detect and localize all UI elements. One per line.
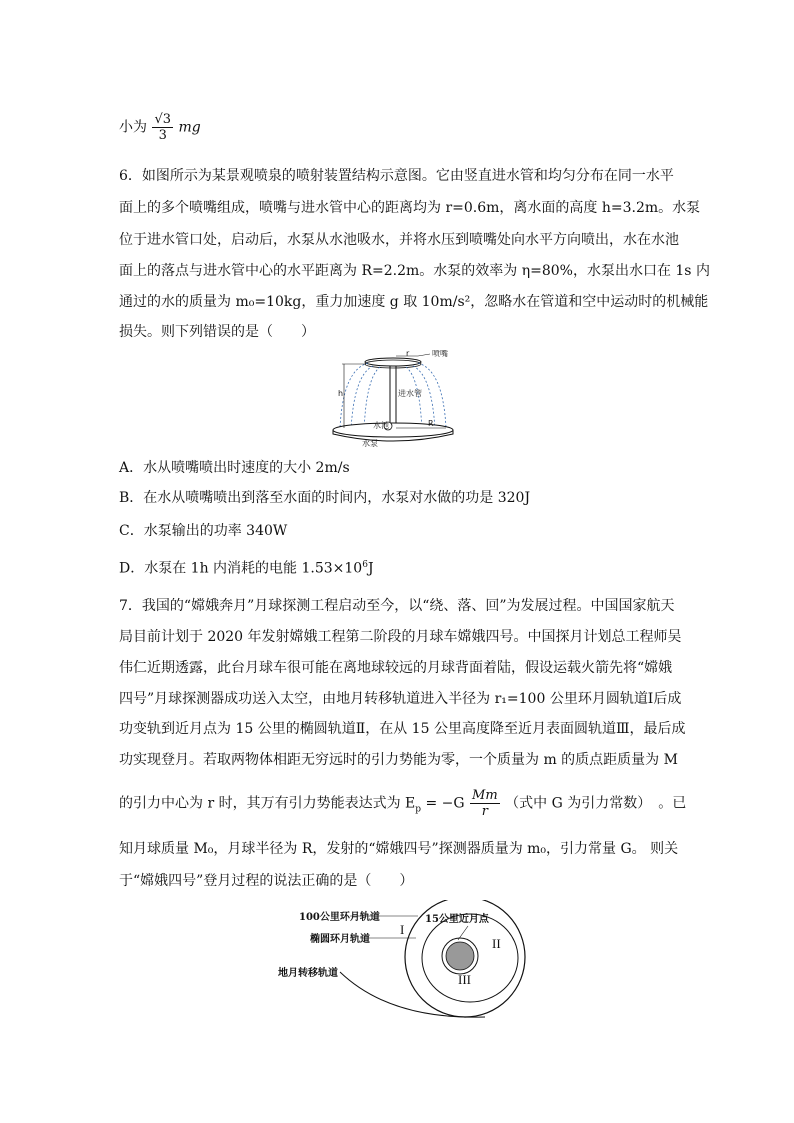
q7-line-5: 功变轨到近月点为 15 公里的椭圆轨道Ⅱ，在从 15 公里高度降至近月表面圆轨道Ⅲ，最后成	[119, 721, 686, 737]
option-d-text: D．水泵在 1h 内消耗的电能 1.53×10	[119, 560, 363, 577]
formula-numerator: Mm	[472, 788, 498, 803]
top-fragment	[119, 112, 201, 143]
q6-option-d	[119, 555, 374, 579]
fraction-numerator: √3	[154, 112, 172, 127]
q7-line-4: 四号”月球探测器成功送入太空，由地月转移轨道进入半径为 r₁=100 公里环月圆轨道Ⅰ后成	[119, 691, 682, 707]
label-r: r	[406, 350, 410, 358]
fragment-prefix: 小为	[119, 119, 147, 136]
q6-line-6: 损失。则下列错误的是（ ）	[119, 324, 315, 340]
label-near15: 15公里近月点	[425, 914, 489, 925]
label-pool: 水池	[373, 421, 389, 430]
label-orbit-II: II	[492, 936, 501, 951]
q6-line-3: 位于进水管口处，启动后，水泵从水池吸水，并将水压到喷嘴处向水平方向喷出，水在水池	[119, 232, 679, 248]
formula-denominator: r	[481, 804, 488, 819]
label-nozzle: 喷嘴	[432, 350, 448, 358]
q7-line-6: 功实现登月。若取两物体相距无穷远时的引力势能为零，一个质量为 m 的质点距质量为 M	[119, 752, 678, 768]
label-h: h	[338, 389, 344, 398]
label-R: R	[428, 419, 434, 428]
formula-prefix: 的引力中心为 r 时，其万有引力势能表达式为 E	[119, 795, 416, 812]
q7-formula-line	[119, 788, 686, 819]
q7-line-3: 伟仁近期透露，此台月球车很可能在离地球较远的月球背面着陆，假设运载火箭先将“嫦娥	[119, 660, 673, 676]
q6-option-c: C．水泵输出的功率 340W	[119, 523, 288, 539]
label-pipe: 进水管	[398, 389, 422, 398]
formula-eq: = −G	[421, 795, 465, 812]
fraction	[152, 112, 173, 143]
q6-line-5: 通过的水的质量为 m₀=10kg，重力加速度 g 取 10m/s²，忽略水在管道和空中运动时的机械能	[119, 294, 709, 310]
q6-option-a: A．水从喷嘴喷出时速度的大小 2m/s	[119, 460, 350, 476]
fraction-denominator: 3	[158, 128, 167, 143]
q7-line-8: 于“嫦娥四号”登月过程的说法正确的是（ ）	[119, 873, 414, 889]
label-transfer: 地月转移轨道	[278, 968, 338, 979]
formula-fraction	[470, 788, 500, 819]
q6-line-2: 面上的多个喷嘴组成，喷嘴与进水管中心的距离均为 r=0.6m，离水面的高度 h=3.2m。水泵	[119, 200, 701, 216]
q7-line-7: 知月球质量 M₀，月球半径为 R，发射的“嫦娥四号”探测器质量为 m₀，引力常量 G。 则关	[119, 841, 679, 857]
fragment-suffix: mg	[178, 119, 201, 136]
label-ellipse: 椭圆环月轨道	[310, 934, 370, 945]
label-pump: 水泵	[362, 439, 378, 448]
q6-line-4: 面上的落点与进水管中心的水平距离为 R=2.2m。水泵的效率为 η=80%，水泵出水口在 1s 内	[119, 263, 710, 279]
label-orbit-III: III	[458, 972, 471, 987]
q6-line-1: 6．如图所示为某景观喷泉的喷射装置结构示意图。它由竖直进水管和均匀分布在同一水平	[119, 168, 674, 184]
label-orbit100: 100公里环月轨道	[299, 912, 380, 923]
formula-suffix: （式中 G 为引力常数） 。已	[505, 795, 687, 812]
q7-line-2: 局目前计划于 2020 年发射嫦娥工程第二阶段的月球车嫦娥四号。中国探月计划总工程师吴	[119, 629, 682, 645]
formula-subscript: p	[415, 804, 422, 815]
q6-option-b: B．在水从喷嘴喷出到落至水面的时间内，水泵对水做的功是 320J	[119, 490, 531, 506]
fountain-figure	[318, 350, 468, 450]
orbit-figure	[270, 900, 530, 1035]
label-orbit-I: I	[400, 922, 405, 937]
option-d-unit: J	[367, 560, 374, 577]
q7-line-1: 7．我国的“嫦娥奔月”月球探测工程启动至今，以“绕、落、回”为发展过程。中国国家航天	[119, 598, 675, 614]
option-d-exponent: 6	[362, 560, 368, 570]
